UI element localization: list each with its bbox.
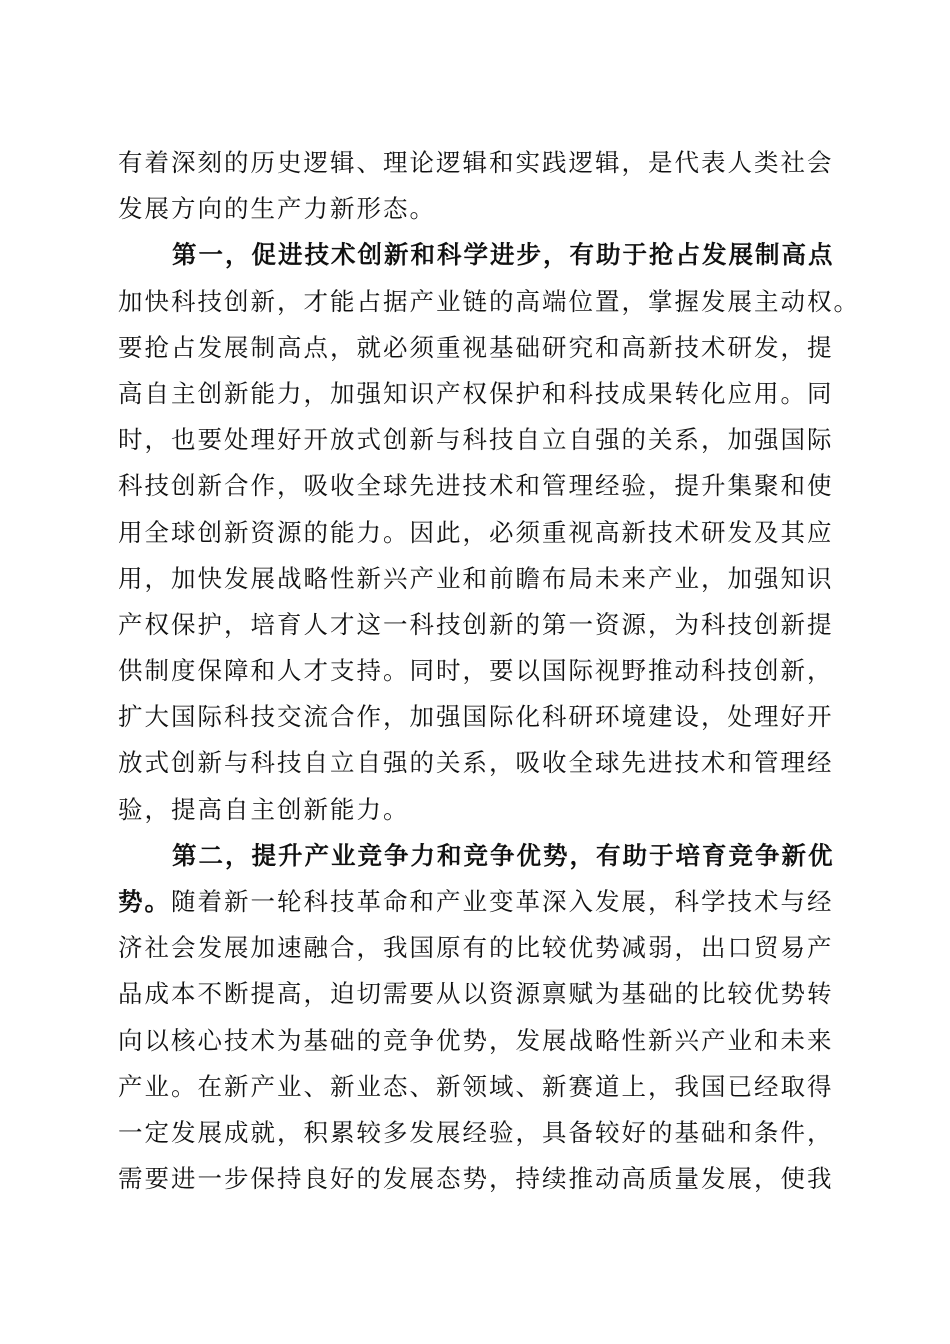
body-line: 发展方向的生产力新形态。	[118, 194, 436, 224]
body-line: 放式创新与科技自立自强的关系，吸收全球先进技术和管理经	[118, 748, 834, 778]
body-line: 要抢占发展制高点，就必须重视基础研究和高新技术研发，提	[118, 332, 834, 362]
body-line: 需要进一步保持良好的发展态势，持续推动高质量发展，使我	[118, 1164, 834, 1194]
body-line: 时，也要处理好开放式创新与科技自立自强的关系，加强国际	[118, 425, 834, 455]
body-line: 向以核心技术为基础的竞争优势，发展战略性新兴产业和未来	[118, 1025, 834, 1055]
body-line: 产业。在新产业、新业态、新领域、新赛道上，我国已经取得	[118, 1071, 834, 1101]
body-line: 供制度保障和人才支持。同时，要以国际视野推动科技创新，	[118, 656, 834, 686]
body-line: 用，加快发展战略性新兴产业和前瞻布局未来产业，加强知识	[118, 563, 834, 593]
section-heading-second: 第二，提升产业竞争力和竞争优势，有助于培育竞争新优	[172, 840, 835, 870]
body-line: 品成本不断提高，迫切需要从以资源禀赋为基础的比较优势转	[118, 979, 834, 1009]
body-line: 用全球创新资源的能力。因此，必须重视高新技术研发及其应	[118, 517, 834, 547]
body-line: 济社会发展加速融合，我国原有的比较优势减弱，出口贸易产	[118, 933, 834, 963]
body-line: 产权保护，培育人才这一科技创新的第一资源，为科技创新提	[118, 609, 834, 639]
document-body	[118, 140, 860, 1202]
body-line: 科技创新合作，吸收全球先进技术和管理经验，提升集聚和使	[118, 471, 834, 501]
body-line: 高自主创新能力，加强知识产权保护和科技成果转化应用。同	[118, 378, 834, 408]
section-heading-first: 第一，促进技术创新和科学进步，有助于抢占发展制高点	[172, 240, 835, 270]
body-line-mixed	[118, 879, 834, 925]
body-line: 一定发展成就，积累较多发展经验，具备较好的基础和条件，	[118, 1117, 834, 1147]
body-line: 有着深刻的历史逻辑、理论逻辑和实践逻辑，是代表人类社会	[118, 148, 834, 177]
body-line: 验，提高自主创新能力。	[118, 794, 410, 824]
section-heading-second-end: 势。	[118, 887, 171, 916]
body-line: 加快科技创新，才能占据产业链的高端位置，掌握发展主动权。	[118, 286, 860, 316]
body-text: 随着新一轮科技革命和产业变革深入发展，科学技术与经	[171, 887, 834, 916]
body-line: 扩大国际科技交流合作，加强国际化科研环境建设，处理好开	[118, 702, 834, 732]
